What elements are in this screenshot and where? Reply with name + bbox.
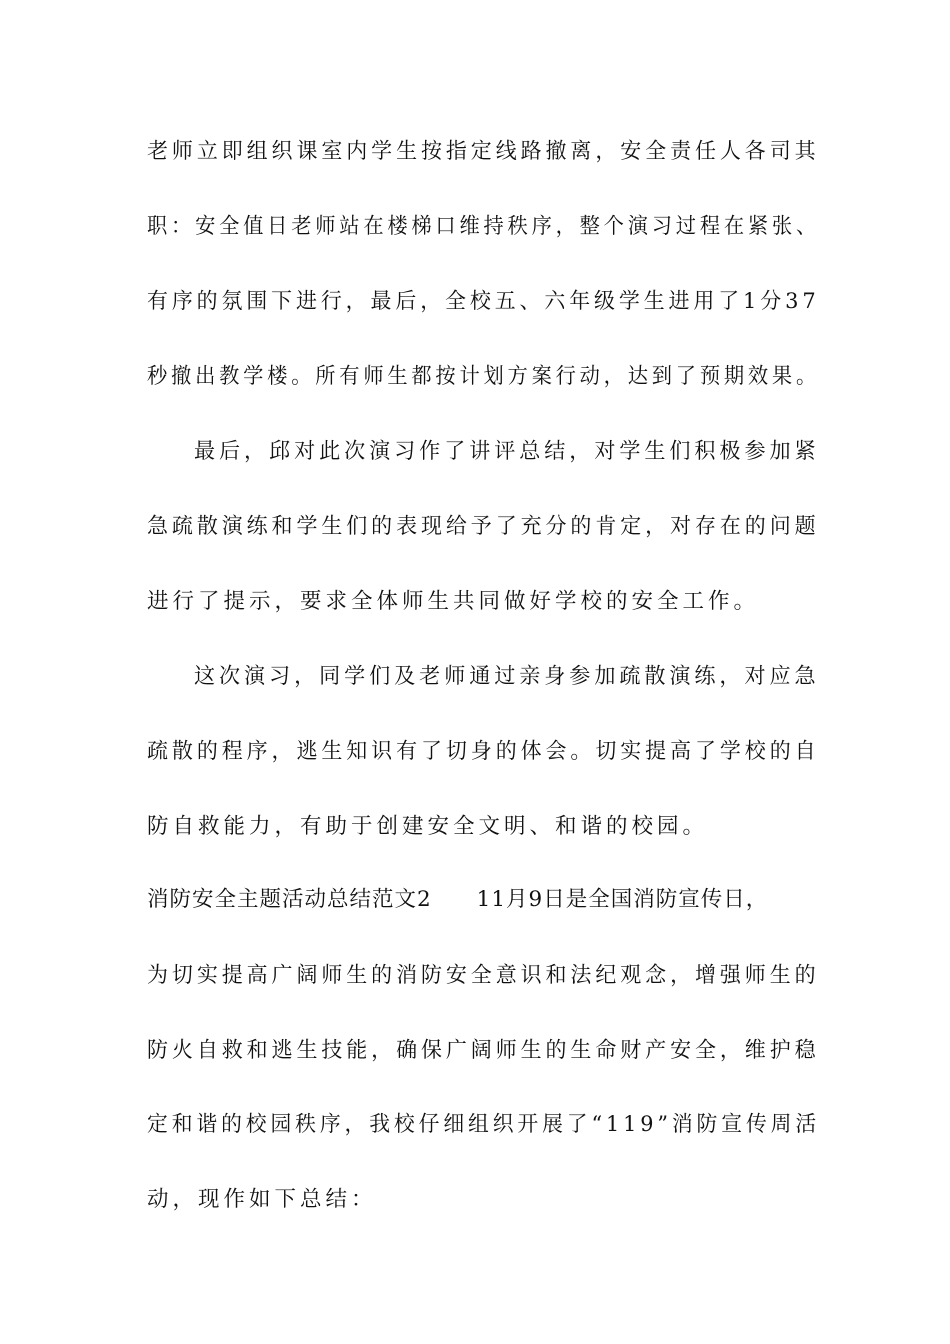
text-line: 为切实提高广阔师生的消防安全意识和法纪观念，增强师生的 <box>147 963 820 988</box>
text-line: 动，现作如下总结： <box>147 1187 377 1212</box>
text-line: 防自救能力，有助于创建安全文明、和谐的校园。 <box>147 814 709 839</box>
text-line: 疏散的程序，逃生知识有了切身的体会。切实提高了学校的自 <box>147 739 820 764</box>
text-line: 秒撤出教学楼。所有师生都按计划方案行动，达到了预期效果。 <box>147 364 821 389</box>
paragraph-first-line: 这次演习，同学们及老师通过亲身参加疏散演练，对应急 <box>194 664 820 689</box>
text-line: 有序的氛围下进行，最后，全校五、六年级学生进用了1分37 <box>147 289 820 314</box>
text-line: 定和谐的校园秩序，我校仔细组织开展了“119”消防宣传周活 <box>147 1112 821 1137</box>
text-line: 职：安全值日老师站在楼梯口维持秩序，整个演习过程在紧张、 <box>147 214 821 239</box>
text-line: 防火自救和逃生技能，确保广阔师生的生命财产安全，维护稳 <box>147 1038 820 1063</box>
text-line: 进行了提示，要求全体师生共同做好学校的安全工作。 <box>147 589 760 614</box>
paragraph-first-line: 最后，邱对此次演习作了讲评总结，对学生们积极参加紧 <box>194 439 820 464</box>
section-heading-line: 消防安全主题活动总结范文2 11月9日是全国消防宣传日， <box>147 887 769 912</box>
text-line: 老师立即组织课室内学生按指定线路撤离，安全责任人各司其 <box>147 139 820 164</box>
text-line: 急疏散演练和学生们的表现给予了充分的肯定，对存在的问题 <box>147 514 820 539</box>
